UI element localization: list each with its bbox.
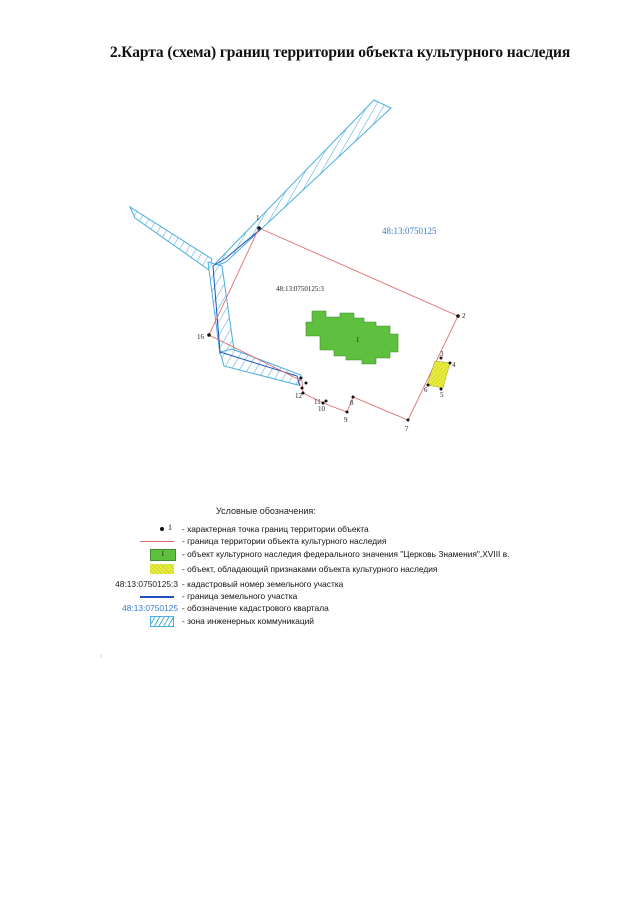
- point-marker: [407, 419, 410, 422]
- hatch-box-symbol: [110, 616, 180, 627]
- point-label-16: 16: [197, 333, 204, 341]
- legend-text-point: - характерная точка границ территории объекта: [182, 524, 369, 534]
- point-label-12: 12: [295, 392, 302, 400]
- legend-row-utilities: [110, 616, 570, 627]
- legend-text-parcel-boundary: - граница земельного участка: [182, 591, 298, 601]
- point-symbol: [110, 524, 180, 535]
- point-marker: [301, 387, 304, 390]
- point-symbol-number: 1: [168, 523, 172, 532]
- legend-row-federal-object: [110, 549, 570, 560]
- stray-mark: [100, 655, 101, 656]
- point-marker: [346, 411, 349, 414]
- point-label-4: 4: [452, 361, 456, 369]
- point-label-5: 5: [440, 391, 444, 399]
- legend-row-parcel-boundary: [110, 591, 570, 602]
- parcel-number-symbol: [110, 579, 180, 590]
- point-label-1: 1: [256, 214, 260, 222]
- point-marker: [325, 400, 328, 403]
- point-label-11: 11: [314, 398, 321, 406]
- object-symbol-number: 1: [161, 550, 165, 558]
- parcel-number-example: 48:13:0750125:3: [115, 579, 178, 589]
- legend-row-territory-boundary: [110, 536, 570, 547]
- cadastral-quarter-label: 48:13:0750125: [382, 226, 437, 236]
- point-label-6: 6: [424, 386, 428, 394]
- legend-row-heritage-feature: [110, 564, 570, 575]
- legend-text-heritage-feature: - объект, обладающий признаками объекта культурного наследия: [182, 564, 438, 574]
- legend-row-quarter: [110, 603, 570, 614]
- red-line-symbol: [110, 536, 180, 547]
- point-marker: [456, 314, 460, 318]
- legend-text-quarter: - обозначение кадастрового квартала: [182, 603, 329, 613]
- quarter-number-example: 48:13:0750125: [122, 603, 178, 613]
- point-label-7: 7: [405, 425, 409, 433]
- point-label-8: 8: [350, 399, 354, 407]
- yellow-box-symbol: [110, 564, 180, 575]
- point-marker: [300, 377, 303, 380]
- point-marker: [257, 226, 261, 230]
- point-marker: [305, 382, 308, 385]
- quarter-number-symbol: [110, 603, 180, 614]
- legend-text-parcel-number: - кадастровый номер земельного участка: [182, 579, 344, 589]
- point-label-9: 9: [344, 416, 348, 424]
- legend-title: Условные обозначения:: [216, 506, 316, 516]
- parcel-cadastral-number: 48:13:0750125:3: [276, 285, 324, 293]
- legend-row-point: [110, 524, 570, 535]
- point-dot-icon: [160, 527, 164, 531]
- blue-line-symbol: [110, 591, 180, 602]
- point-marker: [207, 333, 211, 337]
- legend-text-utilities: - зона инженерных коммуникаций: [182, 616, 314, 626]
- point-label-2: 2: [462, 312, 466, 320]
- green-box-symbol: [110, 549, 180, 560]
- church-footprint: [306, 311, 398, 364]
- legend-row-parcel-number: [110, 579, 570, 590]
- point-label-10: 10: [318, 405, 325, 413]
- page-title: 2.Карта (схема) границ территории объекта культурного наследия: [109, 44, 571, 61]
- heritage-feature: [427, 361, 450, 388]
- church-label: 1: [356, 336, 360, 344]
- point-label-3: 3: [440, 350, 444, 358]
- legend-text-territory-boundary: - граница территории объекта культурного наследия: [182, 536, 387, 546]
- legend-text-federal-object: - объект культурного наследия федерального значения "Церковь Знамения",XVIII в.: [182, 549, 510, 559]
